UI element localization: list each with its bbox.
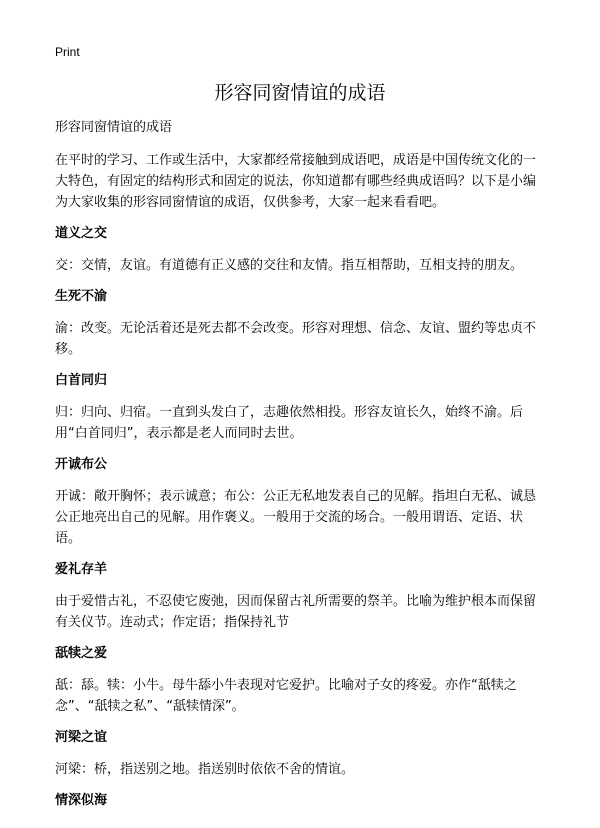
idiom-description: 开诚：敞开胸怀；表示诚意；布公：公正无私地发表自己的见解。指坦白无私、诚恳公正地亮出自己的见解。用作褒义。一般用于交流的场合。一般用谓语、定语、状语。	[55, 489, 537, 546]
idiom-term: 开诚布公	[55, 457, 108, 472]
idiom-description: 由于爱惜古礼，不忍使它废弛，因而保留古礼所需要的祭羊。比喻为维护根本而保留有关仪节。连动式；作定语；指保持礼节	[55, 594, 537, 630]
idiom-description: 舐：舔。犊：小牛。母牛舔小牛表现对它爱护。比喻对子女的疼爱。亦作“舐犊之念”、“舐犊之私”、“舐犊情深”。	[55, 678, 517, 714]
idiom-term: 白首同归	[55, 373, 108, 388]
idiom-term: 生死不渝	[55, 289, 108, 304]
idiom-term: 情深似海	[55, 793, 108, 808]
article-body	[55, 119, 547, 822]
idiom-term: 舐犊之爱	[55, 646, 108, 661]
idiom-description: 渝：改变。无论活着还是死去都不会改变。形容对理想、信念、友谊、盟约等忠贞不移。	[55, 321, 537, 357]
idiom-description: 河梁：桥，指送别之地。指送别时依依不舍的情谊。	[55, 762, 355, 777]
article-subtitle: 形容同窗情谊的成语	[55, 120, 173, 135]
idiom-term: 道义之交	[55, 226, 108, 241]
idiom-term: 爱礼存羊	[55, 562, 108, 577]
print-link[interactable]: Print	[55, 45, 80, 59]
intro-paragraph: 在平时的学习、工作或生活中，大家都经常接触到成语吧，成语是中国传统文化的一大特色，有固定的结构形式和固定的说法，你知道都有哪些经典成语吗？以下是小编为大家收集的形容同窗情谊的成语，仅供参考，大家一起来看看吧。	[55, 153, 537, 210]
page-title: 形容同窗情谊的成语	[214, 82, 386, 104]
idiom-description: 交：交情，友谊。有道德有正义感的交往和友情。指互相帮助，互相支持的朋友。	[55, 258, 524, 273]
idiom-term: 河梁之谊	[55, 730, 108, 745]
idiom-description: 归：归向、归宿。一直到头发白了，志趣依然相投。形容友谊长久，始终不渝。后用“白首同归”，表示都是老人而同时去世。	[55, 405, 524, 441]
